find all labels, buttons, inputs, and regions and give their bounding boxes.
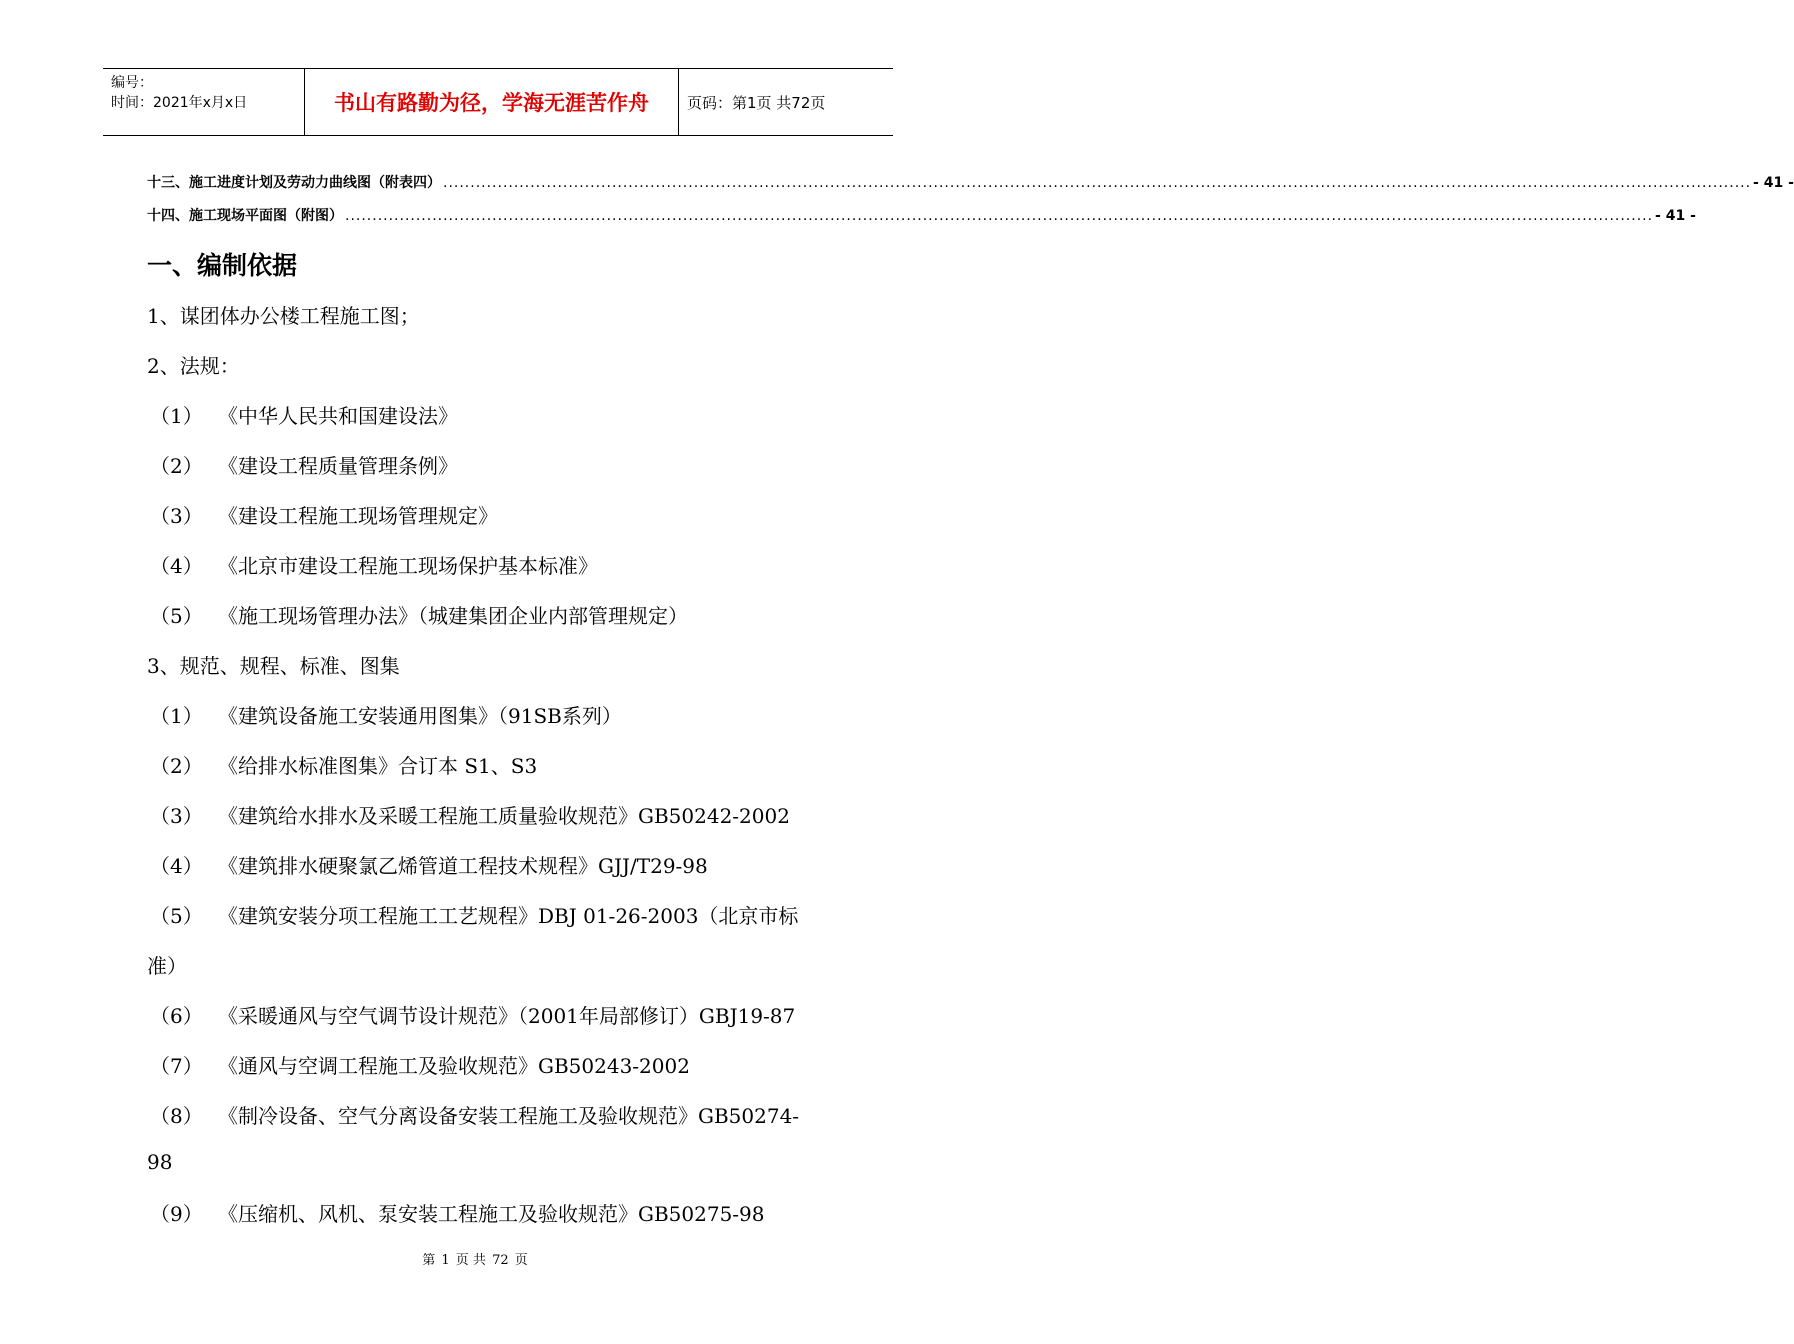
- item-text: 《建设工程质量管理条例》: [218, 454, 458, 478]
- list-item: [150, 900, 798, 929]
- item-text: 《建筑设备施工安装通用图集》（91SB系列）: [218, 704, 622, 728]
- list-item: [150, 1198, 765, 1227]
- footer-total-pages: 72: [492, 1253, 509, 1268]
- item-number: （9）: [150, 1202, 203, 1226]
- toc-entry[interactable]: [147, 205, 1696, 225]
- body-line: [147, 300, 420, 329]
- item-text: 《施工现场管理办法》（城建集团企业内部管理规定）: [218, 604, 688, 628]
- body-line: [147, 950, 187, 979]
- item-number: （7）: [150, 1054, 203, 1078]
- document-time: 时间：2021年x月x日: [111, 95, 248, 111]
- item-number: （2）: [150, 454, 203, 478]
- list-item: [150, 850, 708, 879]
- item-text: 《制冷设备、空气分离设备安装工程施工及验收规范》GB50274-: [218, 1104, 800, 1128]
- header-page-number: 页码：第1页 共72页: [687, 93, 826, 112]
- toc-entry-page: - 41 -: [1753, 175, 1794, 191]
- list-item: [150, 450, 458, 479]
- line-text: 1、谋团体办公楼工程施工图；: [147, 304, 420, 328]
- list-item: [150, 1100, 799, 1129]
- footer-page-number: 1: [441, 1253, 450, 1268]
- footer-suffix: 页: [514, 1253, 528, 1268]
- item-number: （4）: [150, 554, 203, 578]
- item-number: （3）: [150, 504, 203, 528]
- item-text: 《给排水标准图集》合订本 S1、S3: [218, 754, 538, 778]
- toc-entry-title: 十四、施工现场平面图（附图）: [147, 208, 343, 224]
- page-header: [103, 68, 893, 136]
- header-meta: [103, 69, 305, 135]
- item-text: 《建设工程施工现场管理规定》: [218, 504, 498, 528]
- toc-entry[interactable]: [147, 172, 1794, 192]
- list-item: [150, 550, 598, 579]
- line-text: 98: [147, 1150, 173, 1174]
- item-number: （6）: [150, 1004, 203, 1028]
- footer-middle: 页 共: [455, 1253, 486, 1268]
- line-text: 3、规范、规程、标准、图集: [147, 654, 400, 678]
- item-text: 《北京市建设工程施工现场保护基本标准》: [218, 554, 598, 578]
- body-line: [147, 650, 400, 679]
- line-text: 准）: [147, 954, 187, 978]
- list-item: [150, 800, 790, 829]
- list-item: [150, 750, 537, 779]
- header-motto: 书山有路勤为径，学海无涯苦作舟: [305, 69, 679, 135]
- item-number: （5）: [150, 904, 203, 928]
- list-item: [150, 500, 498, 529]
- item-number: （4）: [150, 854, 203, 878]
- item-number: （3）: [150, 804, 203, 828]
- item-number: （2）: [150, 754, 203, 778]
- body-line: [147, 1150, 172, 1174]
- item-text: 《通风与空调工程施工及验收规范》GB50243-2002: [218, 1054, 690, 1078]
- item-number: （5）: [150, 604, 203, 628]
- item-number: （1）: [150, 704, 203, 728]
- item-text: 《建筑排水硬聚氯乙烯管道工程技术规程》GJJ/T29-98: [218, 854, 708, 878]
- page-footer: [0, 1249, 950, 1268]
- item-text: 《建筑给水排水及采暖工程施工质量验收规范》GB50242-2002: [218, 804, 790, 828]
- item-text: 《建筑安装分项工程施工工艺规程》DBJ 01-26-2003（北京市标: [218, 904, 799, 928]
- body-line: [147, 350, 240, 379]
- list-item: [150, 700, 622, 729]
- list-item: [150, 600, 688, 629]
- item-text: 《中华人民共和国建设法》: [218, 404, 458, 428]
- list-item: [150, 400, 458, 429]
- list-item: [150, 1000, 795, 1029]
- item-number: （1）: [150, 404, 203, 428]
- item-text: 《采暖通风与空气调节设计规范》（2001年局部修订）GBJ19-87: [218, 1004, 796, 1028]
- toc-leader-dots: ................................................................................................................................................................................................................................................: [443, 175, 1752, 191]
- document-code-label: 编号：: [111, 75, 153, 91]
- toc-leader-dots: ................................................................................................................................................................................................................................................: [345, 208, 1654, 224]
- toc-entry-page: - 41 -: [1655, 208, 1696, 224]
- item-number: （8）: [150, 1104, 203, 1128]
- section-heading: 一、编制依据: [147, 251, 298, 280]
- line-text: 2、法规：: [147, 354, 240, 378]
- item-text: 《压缩机、风机、泵安装工程施工及验收规范》GB50275-98: [218, 1202, 765, 1226]
- footer-prefix: 第: [422, 1253, 436, 1268]
- list-item: [150, 1050, 690, 1079]
- toc-entry-title: 十三、施工进度计划及劳动力曲线图（附表四）: [147, 175, 441, 191]
